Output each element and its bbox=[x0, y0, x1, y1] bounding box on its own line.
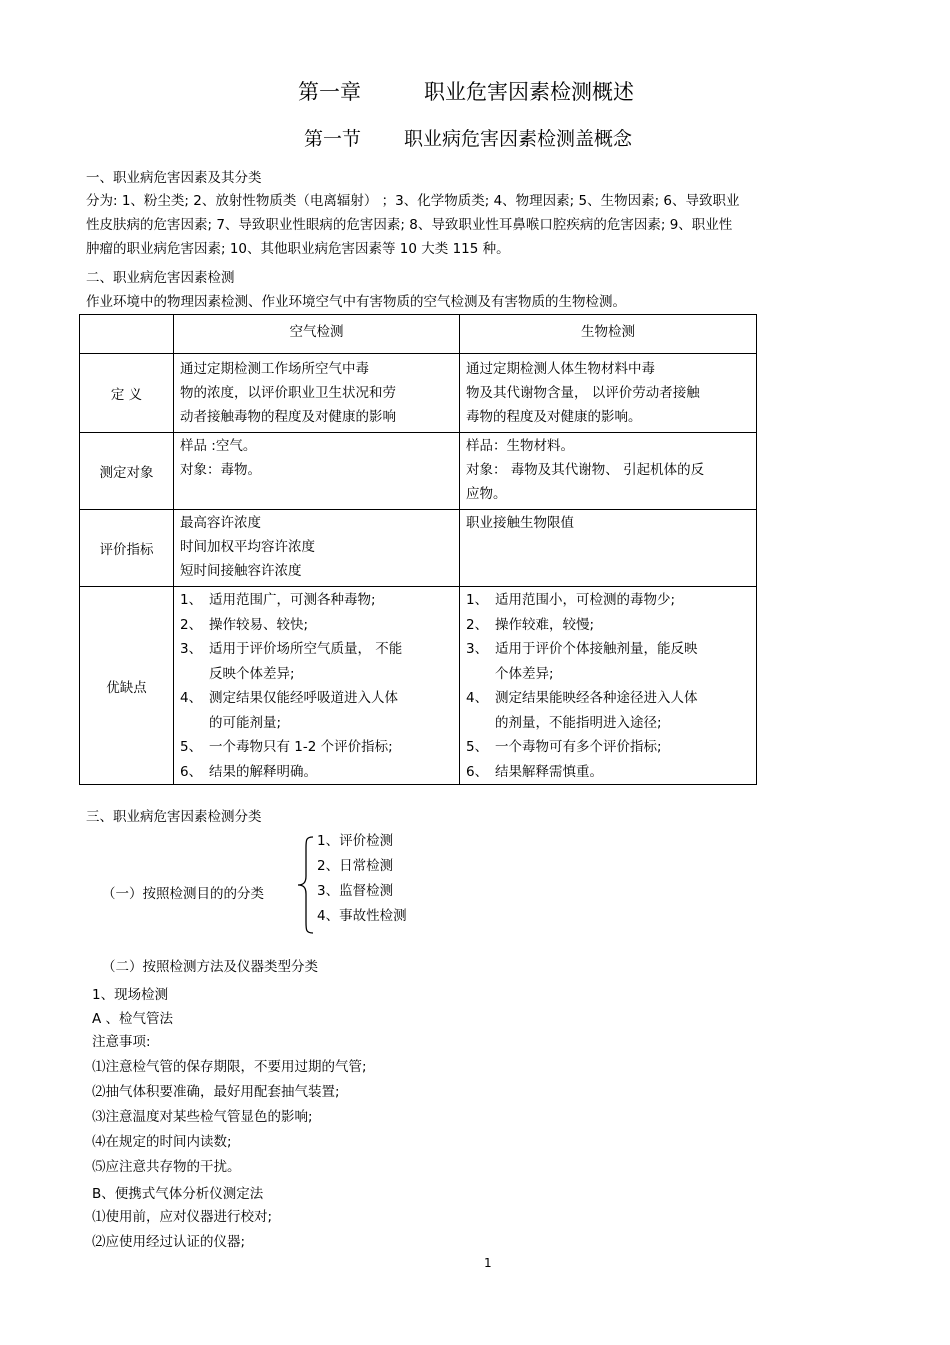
item-number: 6、 bbox=[180, 763, 203, 780]
header-air-detection: 空气检测 bbox=[174, 315, 460, 354]
cell-pros-cons-bio bbox=[460, 587, 757, 785]
item-number: 5、 bbox=[466, 739, 489, 755]
item-number: 3、 bbox=[180, 641, 203, 657]
purpose-item: 2、日常检测 bbox=[317, 858, 394, 874]
page-number: 1 bbox=[484, 1256, 492, 1270]
portable-analyzer-title: B、便携式气体分析仪测定法 bbox=[92, 1186, 264, 1202]
cell-line: 物的浓度，以评价职业卫生状况和劳 bbox=[180, 385, 396, 401]
item-text: 适用范围小，可检测的毒物少; bbox=[495, 592, 676, 608]
note-line: ⑴注意检气管的保存期限，不要用过期的气管; bbox=[92, 1059, 367, 1075]
item-text: 适用于评价场所空气质量， 不能 bbox=[209, 641, 403, 657]
item-text: 操作较易、较快; bbox=[209, 616, 309, 633]
item-continuation: 反映个体差异; bbox=[209, 665, 295, 682]
item-number: 3、 bbox=[466, 641, 489, 657]
cell-line: 通过定期检测人体生物材料中毒 bbox=[466, 361, 655, 377]
part3-heading: 三、职业病危害因素检测分类 bbox=[86, 809, 262, 825]
item-text: 测定结果能映经各种途径进入人体 bbox=[495, 690, 698, 706]
cell-index-air bbox=[174, 510, 460, 587]
part1-line: 性皮肤病的危害因素; 7、导致职业性眼病的危害因素; 8、导致职业性耳鼻喉口腔疾病的危害因素; 9、职业性 bbox=[86, 217, 733, 233]
item-number: 2、 bbox=[180, 616, 203, 633]
header-bio-detection: 生物检测 bbox=[460, 315, 757, 354]
table-row-pros-cons bbox=[80, 587, 757, 785]
row-label-index: 评价指标 bbox=[80, 510, 174, 587]
cell-index-bio bbox=[460, 510, 757, 587]
note-line: ⑷在规定的时间内读数; bbox=[92, 1134, 232, 1150]
item-text: 适用于评价个体接触剂量，能反映 bbox=[495, 641, 698, 657]
cell-line: 样品 :空气。 bbox=[180, 438, 257, 454]
part1-heading: 一、职业病危害因素及其分类 bbox=[86, 170, 262, 186]
note-line: ⑶注意温度对某些检气管显色的影响; bbox=[92, 1109, 313, 1125]
purpose-item: 1、评价检测 bbox=[317, 833, 394, 849]
field-detection-title: 1、现场检测 bbox=[92, 987, 169, 1003]
part2-heading: 二、职业病危害因素检测 bbox=[86, 270, 235, 286]
note-line: ⑴使用前，应对仪器进行校对; bbox=[92, 1209, 273, 1225]
cell-line: 动者接触毒物的程度及对健康的影响 bbox=[180, 409, 396, 425]
gas-tube-method-title: A 、检气管法 bbox=[92, 1011, 174, 1027]
item-number: 4、 bbox=[180, 690, 203, 706]
note-line: ⑵应使用经过认证的仪器; bbox=[92, 1234, 246, 1250]
cell-definition-bio bbox=[460, 354, 757, 433]
cell-definition-air bbox=[174, 354, 460, 433]
purpose-classification-label: （一）按照检测目的的分类 bbox=[102, 886, 264, 902]
cell-line: 职业接触生物限值 bbox=[466, 515, 574, 531]
cell-line: 毒物的程度及对健康的影响。 bbox=[466, 409, 642, 425]
item-text: 结果解释需慎重。 bbox=[495, 763, 603, 780]
cell-pros-cons-air bbox=[174, 587, 460, 785]
cell-line: 对象：毒物。 bbox=[180, 462, 261, 478]
cell-line: 通过定期检测工作场所空气中毒 bbox=[180, 361, 369, 377]
item-number: 1、 bbox=[180, 592, 203, 608]
purpose-item: 4、事故性检测 bbox=[317, 908, 407, 924]
part1-paragraph bbox=[86, 189, 886, 261]
cell-line: 最高容许浓度 bbox=[180, 515, 261, 531]
chapter-title: 职业危害因素检测概述 bbox=[424, 80, 634, 104]
cell-line: 对象： 毒物及其代谢物、 引起机体的反 bbox=[466, 462, 705, 478]
purpose-item: 3、监督检测 bbox=[317, 883, 394, 899]
section-title: 职业病危害因素检测盖概念 bbox=[404, 128, 633, 150]
item-number: 5、 bbox=[180, 739, 203, 755]
purpose-list bbox=[317, 829, 407, 929]
item-text: 一个毒物只有 1-2 个评价指标; bbox=[209, 739, 393, 755]
table-corner-cell bbox=[80, 315, 174, 354]
item-continuation: 的可能剂量; bbox=[209, 714, 282, 731]
table-row-index bbox=[80, 510, 757, 587]
part2-intro: 作业环境中的物理因素检测、作业环境空气中有害物质的空气检测及有害物质的生物检测。 bbox=[86, 294, 626, 310]
cell-line: 时间加权平均容许浓度 bbox=[180, 539, 315, 555]
item-continuation: 个体差异; bbox=[495, 665, 554, 682]
table-row-target bbox=[80, 433, 757, 510]
item-text: 操作较难，较慢; bbox=[495, 616, 595, 633]
part1-line: 分为: 1、粉尘类; 2、放射性物质类（电离辐射） ；3、化学物质类; 4、物理因素; 5、生物因素; 6、导致职业 bbox=[86, 193, 740, 209]
pros-cons-list-bio bbox=[466, 588, 750, 784]
row-label-target: 测定对象 bbox=[80, 433, 174, 510]
chapter-number: 第一章 bbox=[298, 80, 361, 104]
item-number: 4、 bbox=[466, 690, 489, 706]
method-classification-label: （二）按照检测方法及仪器类型分类 bbox=[102, 959, 318, 975]
note-line: ⑸应注意共存物的干扰。 bbox=[92, 1159, 241, 1175]
cell-target-bio bbox=[460, 433, 757, 510]
cell-line: 物及其代谢物含量， 以评价劳动者接触 bbox=[466, 385, 700, 401]
item-continuation: 的剂量，不能指明进入途径; bbox=[495, 714, 662, 731]
table-row-definition bbox=[80, 354, 757, 433]
cell-target-air bbox=[174, 433, 460, 510]
section-number: 第一节 bbox=[304, 128, 362, 150]
notes-title: 注意事项: bbox=[92, 1034, 151, 1050]
item-number: 2、 bbox=[466, 616, 489, 633]
note-line: ⑵抽气体积要准确，最好用配套抽气装置; bbox=[92, 1084, 340, 1100]
table-header-row bbox=[80, 315, 757, 354]
item-number: 1、 bbox=[466, 592, 489, 608]
curly-brace-icon bbox=[296, 836, 316, 934]
part1-line: 肿瘤的职业病危害因素; 10、其他职业病危害因素等 10 大类 115 种。 bbox=[86, 241, 510, 257]
cell-line: 短时间接触容许浓度 bbox=[180, 563, 302, 579]
row-label-pros-cons: 优缺点 bbox=[80, 587, 174, 785]
item-number: 6、 bbox=[466, 763, 489, 780]
comparison-table bbox=[79, 314, 757, 785]
item-text: 结果的解释明确。 bbox=[209, 763, 317, 780]
row-label-definition: 定 义 bbox=[80, 354, 174, 433]
pros-cons-list-air bbox=[180, 588, 453, 784]
item-text: 测定结果仅能经呼吸道进入人体 bbox=[209, 690, 398, 706]
item-text: 适用范围广，可测各种毒物; bbox=[209, 592, 376, 608]
item-text: 一个毒物可有多个评价指标; bbox=[495, 739, 662, 755]
cell-line: 应物。 bbox=[466, 486, 507, 502]
cell-line: 样品：生物材料。 bbox=[466, 438, 574, 454]
